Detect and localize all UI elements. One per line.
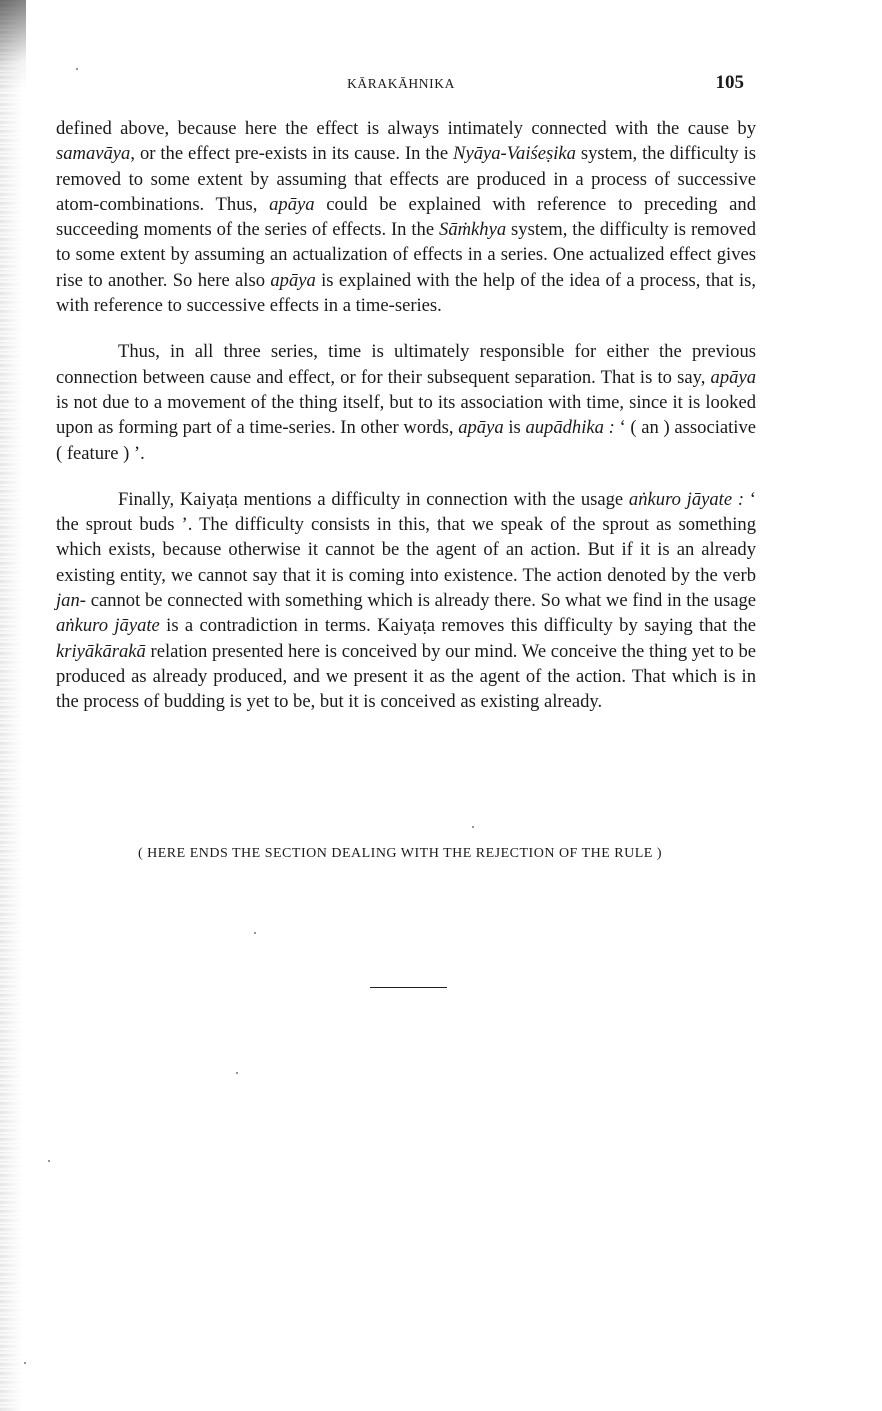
closing-rule-divider (370, 987, 447, 988)
paragraph-1 (56, 116, 756, 318)
italic-term: apāya (710, 366, 756, 388)
italic-term: apāya (269, 193, 315, 215)
text-run: cannot be connected with something which is already there. So what we find in the usage (85, 590, 756, 612)
section-end-note: ( HERE ENDS THE SECTION DEALING WITH THE REJECTION OF THE RULE ) (137, 846, 663, 861)
italic-term: apāya (270, 269, 316, 291)
scan-speck (48, 1160, 50, 1162)
italic-term: aṅkuro jāyate (56, 615, 160, 637)
italic-term: kriyākārakā (56, 640, 146, 662)
paragraph-2 (56, 339, 756, 465)
text-run: Thus, in all three series, time is ultimately responsible for either the previous connection between cause and effect, or for their subsequent separation. That is to say, (56, 341, 756, 388)
scan-speck (254, 932, 256, 934)
scan-edge-shadow (0, 0, 22, 1411)
italic-term: apāya (458, 417, 504, 439)
scan-speck (24, 1362, 26, 1364)
text-run: is a contradiction in terms. Kaiyaṭa removes this difficulty by saying that the (159, 615, 756, 637)
italic-term: jan- (56, 590, 86, 612)
text-run: system, the difficulty is removed to some extent by assuming that effects are produced in a process of successive atom-combinations. Thus, (56, 143, 756, 215)
text-run: relation presented here is conceived by our mind. We conceive the thing yet to be produced as already produced, and we present it as the agent of the action. That which is in the process of budding is yet to be, but it is conceived as existing already. (56, 640, 756, 713)
scan-speck (472, 826, 474, 828)
page-header (56, 72, 746, 96)
text-run: , or the effect pre-exists in its cause. In the (130, 143, 454, 165)
text-run: defined above, because here the effect is always intimately connected with the cause by (56, 118, 756, 139)
text-run: ‘ the sprout buds ’. The difficulty consists in this, that we speak of the sprout as something which exists, because otherwise it cannot be the agent of an action. But if it is an already existing entity, we cannot say that it is coming into existence. The action denoted by the verb (56, 488, 756, 586)
text-run: is (503, 417, 526, 439)
italic-term: aṅkuro jāyate : (628, 488, 745, 510)
text-run: is explained with the help of the idea of a process, that is, with reference to successive effects in a time-series. (56, 269, 756, 317)
scan-speck (236, 1072, 238, 1074)
page-number: 105 (715, 72, 744, 93)
body-text (56, 116, 756, 715)
scan-speck (76, 68, 78, 70)
italic-term: Sāṁkhya (439, 219, 507, 241)
text-run: system, the difficulty is removed to some extent by assuming an actualization of effects in a series. One actualized effect gives rise to another. So here also (56, 219, 756, 291)
running-head: KĀRAKĀHNIKA (347, 76, 455, 91)
italic-term: Nyāya-Vaiśeṣika (453, 143, 576, 165)
italic-term: samavāya (56, 143, 131, 165)
italic-term: aupādhika : (525, 417, 615, 439)
text-run: is not due to a movement of the thing itself, but to its association with time, since it is looked upon as forming part of a time-series. In other words, (56, 391, 756, 439)
scan-corner-shadow (0, 0, 26, 90)
text-run: ‘ ( an ) associative ( feature ) ’. (56, 417, 756, 464)
paragraph-3 (56, 487, 756, 715)
text-run: Finally, Kaiyaṭa mentions a difficulty in connection with the usage (118, 488, 629, 510)
text-run: could be explained with reference to preceding and succeeding moments of the series of effects. In the (56, 193, 756, 241)
